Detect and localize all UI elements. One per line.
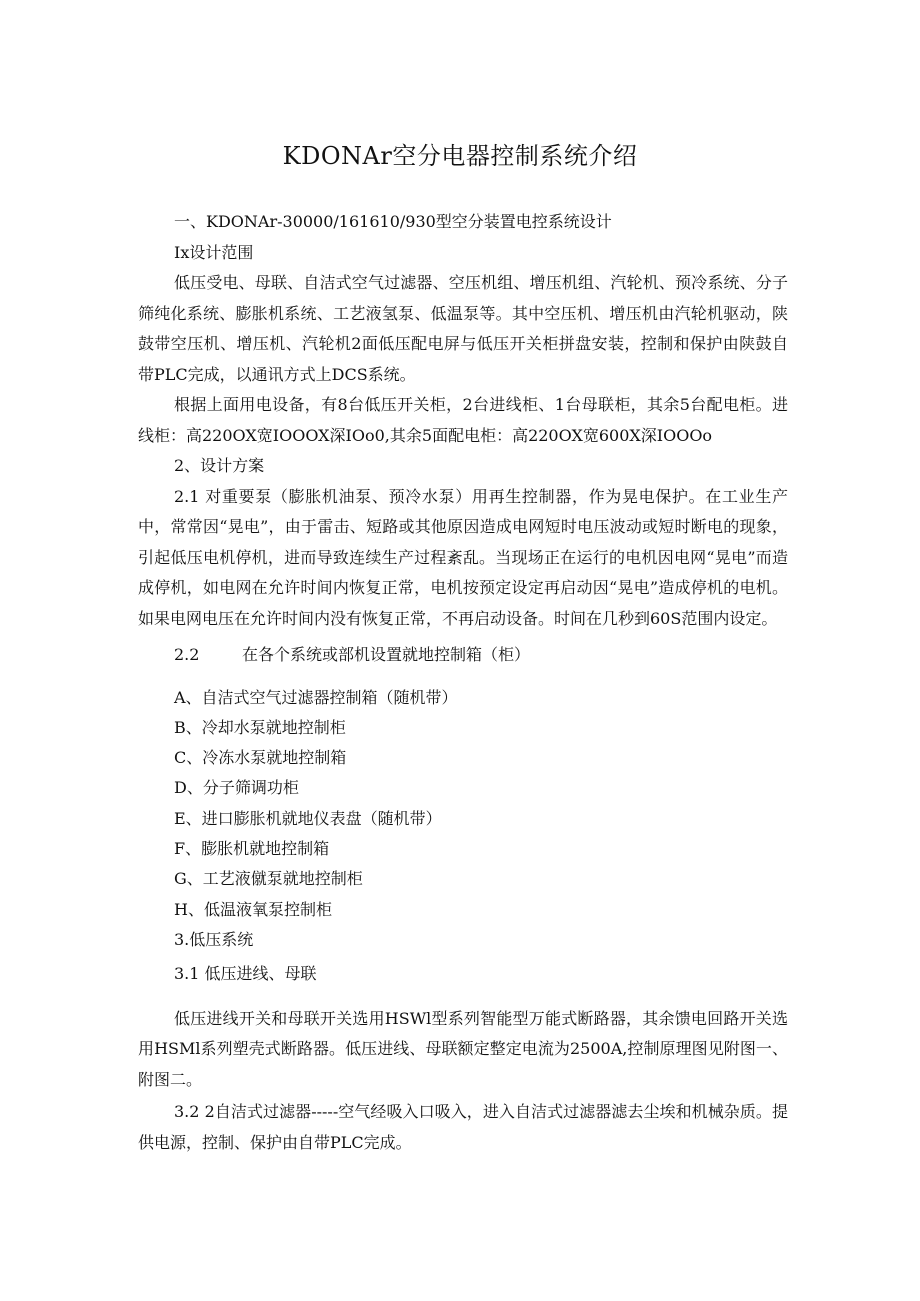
list-item: B、冷却水泵就地控制柜 [174, 717, 346, 737]
paragraph-2-1: 2.1 对重要泵（膨胀机油泵、预冷水泵）用再生控制器，作为晃电保护。在工业生产中，常常因“晃电”，由于雷击、短路或其他原因造成电网短时电压波动或短时断电的现象，引起低压电机停机，进而导致连续生产过程紊乱。当现场正在运行的电机因电网“晃电”而造成停机，如电网在允许时间内恢复正常，电机按预定设定再启动因“晃电”造成停机的电机。如果电网电压在允许时间内没有恢复正常，不再启动设备。时间在几秒到60S范围内设定。 [138, 486, 788, 628]
document-title: KDONAr空分电器控制系统介绍 [282, 142, 638, 170]
list-item: G、工艺液僦泵就地控制柜 [174, 869, 363, 889]
list-item: C、冷冻水泵就地控制箱 [174, 748, 347, 768]
paragraph-scope-cabinets: 根据上面用电设备，有8台低压开关柜，2台进线柜、1台母联柜，其余5台配电柜。进线柜：高220OX宽IOOOX深IOo0,其余5面配电柜：高220OX宽600X深IOOOo [138, 395, 788, 445]
section-heading-1-1: Ix设计范围 [174, 242, 254, 262]
document-body [138, 207, 788, 1158]
list-item: A、自洁式空气过滤器控制箱（随机带） [174, 687, 458, 707]
section-heading-2: 2、设计方案 [174, 456, 265, 475]
list-item: F、膨胀机就地控制箱 [174, 838, 330, 858]
paragraph-scope-equipment: 低压受电、母联、自洁式空气过滤器、空压机组、增压机组、汽轮机、预冷系统、分子筛纯化系统、膨胀机系统、工艺液氢泵、低温泵等。其中空压机、增压机由汽轮机驱动，陕鼓带空压机、增压机、汽轮机2面低压配电屏与低压开关柜拼盘安装，控制和保护由陕鼓自带PLC完成，以通讯方式上DCS系统。 [138, 273, 788, 384]
section-heading-3: 3.低压系统 [174, 929, 254, 949]
spacer [138, 990, 788, 1004]
section-heading-1: 一、KDONAr-30000/161610/930型空分装置电控系统设计 [174, 212, 612, 231]
section-2-2-text: 在各个系统或部机设置就地控制箱（柜） [242, 645, 531, 664]
paragraph-3-2: 3.2 2自洁式过滤器-----空气经吸入口吸入，进入自洁式过滤器滤去尘埃和机械杂质。提供电源，控制、保护由自带PLC完成。 [138, 1102, 788, 1152]
paragraph-3-1: 低压进线开关和母联开关选用HSWl型系列智能型万能式断路器，其余馈电回路开关选用HSMl系列塑壳式断路器。低压进线、母联额定整定电流为2500A,控制原理图见附图一、附图二。 [138, 1008, 788, 1089]
section-heading-3-1: 3.1 低压进线、母联 [174, 964, 317, 984]
spacer [138, 671, 788, 683]
list-item: D、分子筛调功柜 [174, 778, 299, 798]
list-item: H、低温液氧泵控制柜 [174, 899, 332, 919]
list-item: E、进口膨胀机就地仪表盘（随机带） [174, 808, 442, 828]
section-2-2-number: 2.2 [174, 645, 200, 664]
paragraph-2-2 [138, 640, 788, 671]
